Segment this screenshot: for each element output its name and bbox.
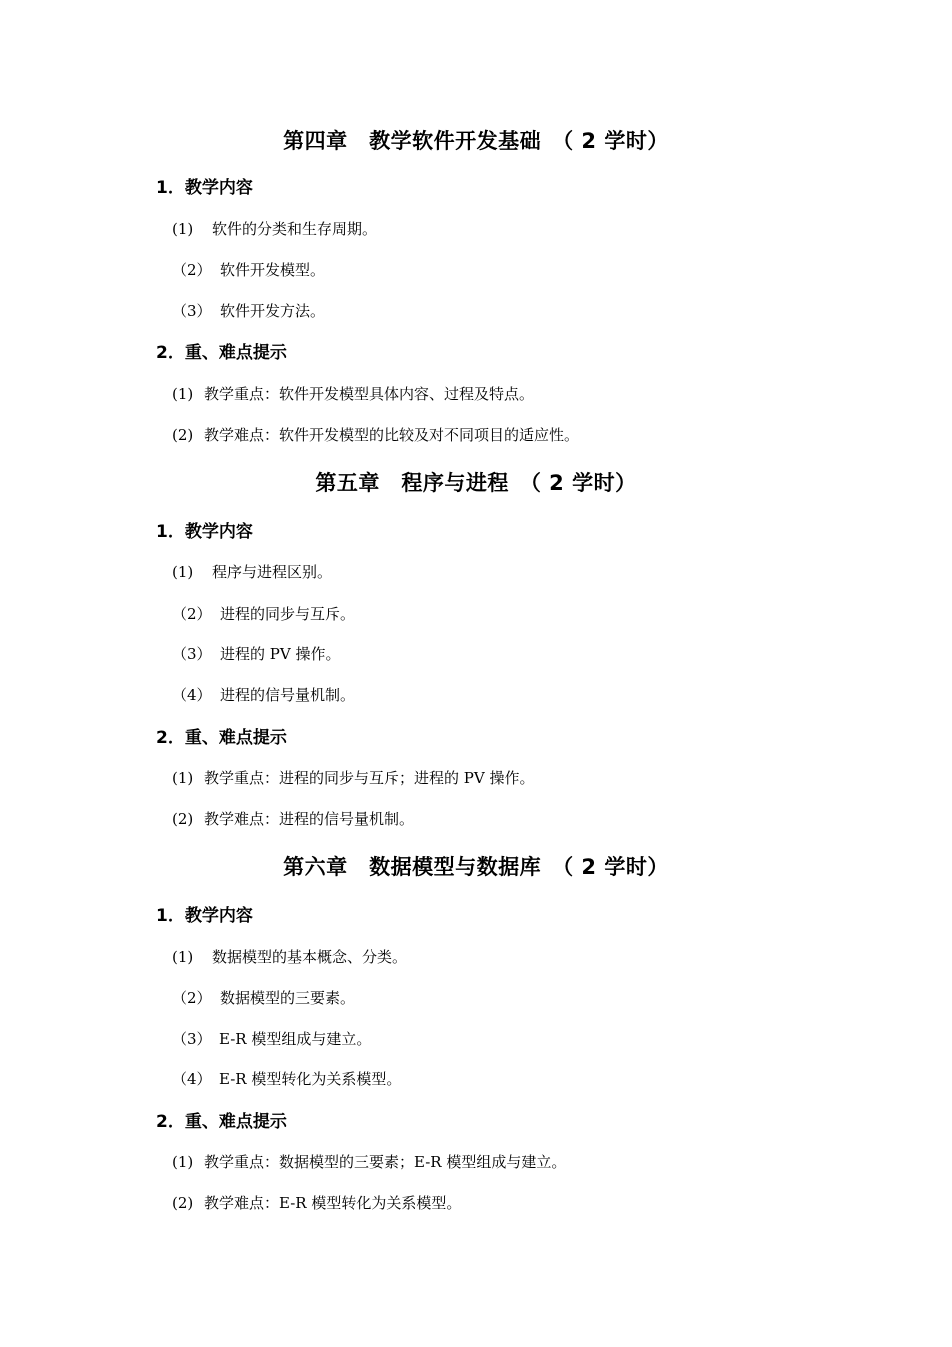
- item-number: (1): [172, 769, 194, 787]
- content-item: [172, 991, 355, 1006]
- section-heading-focus: 2．重、难点提示: [156, 1112, 287, 1132]
- chapter-title: 第五章 程序与进程 （ 2 学时）: [315, 471, 637, 495]
- item-text: 教学重点：软件开发模型具体内容、过程及特点。: [204, 385, 535, 403]
- chapter-title: 第四章 教学软件开发基础 （ 2 学时）: [283, 129, 669, 153]
- content-item: [172, 688, 355, 703]
- item-number: (2): [172, 1194, 194, 1212]
- content-item: [172, 607, 355, 622]
- item-text: 程序与进程区别。: [212, 563, 333, 581]
- content-item: [172, 222, 377, 237]
- content-item: [172, 304, 325, 319]
- item-number: (1): [172, 385, 194, 403]
- item-number: （2）: [172, 605, 212, 623]
- section-heading-focus: 2．重、难点提示: [156, 343, 287, 363]
- item-text: 教学难点：软件开发模型的比较及对不同项目的适应性。: [204, 426, 580, 444]
- item-number: (1): [172, 220, 194, 238]
- chapter-title: 第六章 数据模型与数据库 （ 2 学时）: [283, 855, 669, 879]
- item-number: (2): [172, 810, 194, 828]
- item-number: （3）: [172, 1030, 212, 1048]
- item-number: (1): [172, 563, 194, 581]
- item-number: （3）: [172, 645, 212, 663]
- focus-item: [172, 1155, 566, 1170]
- section-heading-focus: 2．重、难点提示: [156, 728, 287, 748]
- item-text: 数据模型的三要素。: [220, 989, 356, 1007]
- content-item: [172, 263, 325, 278]
- item-number: (1): [172, 948, 194, 966]
- item-text: 进程的 PV 操作。: [220, 645, 341, 663]
- item-text: E-R 模型组成与建立。: [219, 1030, 372, 1048]
- section-heading-content: 1．教学内容: [156, 522, 253, 542]
- item-text: 进程的同步与互斥。: [220, 605, 356, 623]
- focus-item: [172, 812, 414, 827]
- focus-item: [172, 387, 534, 402]
- content-item: [172, 1072, 401, 1087]
- item-number: （2）: [172, 261, 212, 279]
- item-text: 软件开发模型。: [220, 261, 326, 279]
- focus-item: [172, 771, 534, 786]
- item-text: 教学重点：数据模型的三要素；E-R 模型组成与建立。: [204, 1153, 567, 1171]
- focus-item: [172, 428, 579, 443]
- item-text: E-R 模型转化为关系模型。: [219, 1070, 402, 1088]
- item-number: (2): [172, 426, 194, 444]
- item-text: 教学难点：E-R 模型转化为关系模型。: [204, 1194, 462, 1212]
- item-number: (1): [172, 1153, 194, 1171]
- content-item: [172, 950, 407, 965]
- section-heading-content: 1．教学内容: [156, 906, 253, 926]
- item-text: 进程的信号量机制。: [220, 686, 356, 704]
- item-number: （3）: [172, 302, 212, 320]
- item-number: （4）: [172, 686, 212, 704]
- section-heading-content: 1．教学内容: [156, 178, 253, 198]
- item-number: （2）: [172, 989, 212, 1007]
- item-text: 数据模型的基本概念、分类。: [212, 948, 408, 966]
- item-text: 软件的分类和生存周期。: [212, 220, 378, 238]
- item-text: 教学重点：进程的同步与互斥；进程的 PV 操作。: [204, 769, 535, 787]
- content-item: [172, 647, 340, 662]
- content-item: [172, 565, 332, 580]
- content-item: [172, 1032, 371, 1047]
- item-text: 软件开发方法。: [220, 302, 326, 320]
- item-number: （4）: [172, 1070, 212, 1088]
- focus-item: [172, 1196, 461, 1211]
- item-text: 教学难点：进程的信号量机制。: [204, 810, 415, 828]
